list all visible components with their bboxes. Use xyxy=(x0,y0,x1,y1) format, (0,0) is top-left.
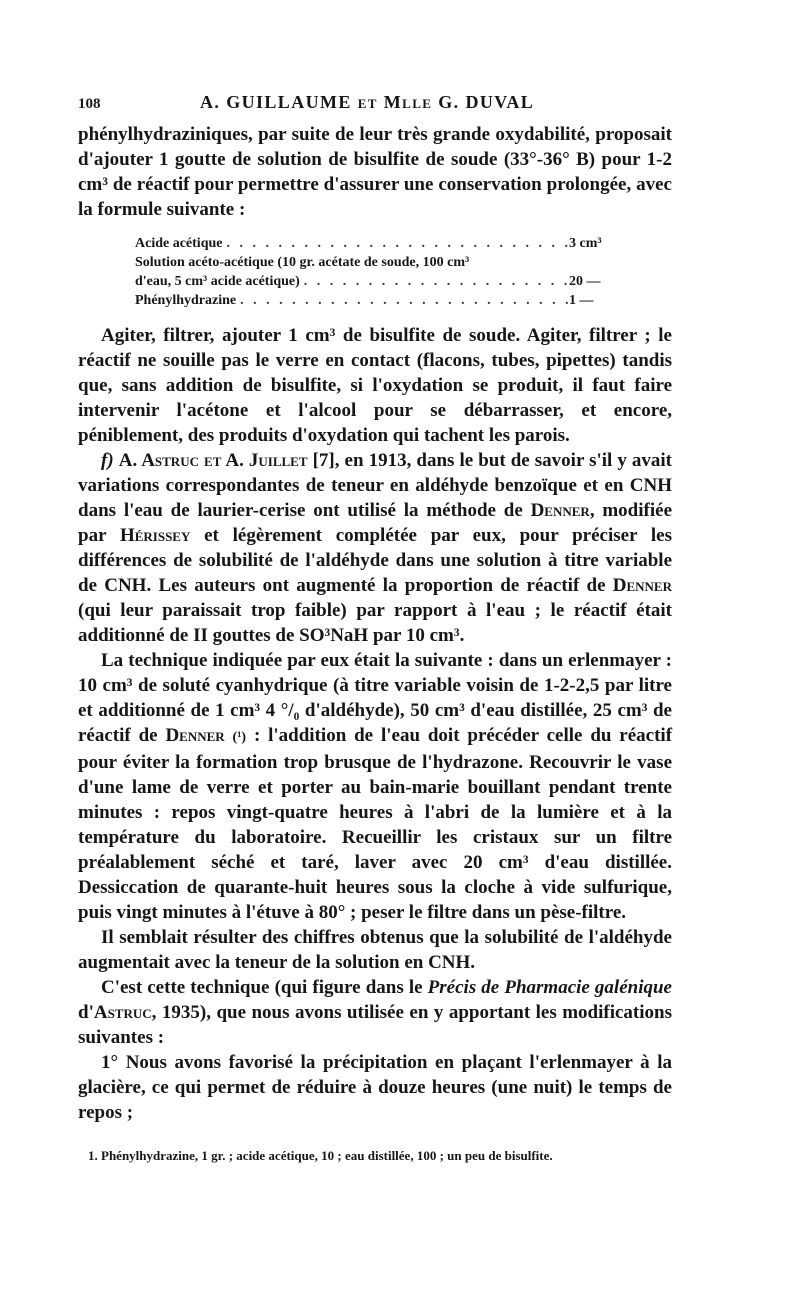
dot-leader xyxy=(300,272,569,291)
formula-quantity: 3 cm³ xyxy=(569,236,602,251)
text-span: [7], en 1913, dans le but de savoir s'il y avait variations correspondantes de teneur en aldéhyde benzoïque et en CNH dans l'eau de laurier-cerise ont utilisé la méthode de xyxy=(78,450,673,521)
formula-ingredient: Solution acéto-acétique (10 gr. acétate de soude, 100 cm³ xyxy=(135,255,470,270)
running-head: A. GUILLAUME et Mlle G. DUVAL xyxy=(200,92,535,112)
paragraph-2: Agiter, filtrer, ajouter 1 cm³ de bisulfite de soude. Agiter, filtrer ; le réactif ne souille pas le verre en contact (flacons, tubes, pipettes) tandis que, sans addition de bisulfite, si l'oxydation se produit, il faut faire intervenir l'acétone et l'alcool pour se débarrasser, et encore, péniblement, des produits d'oxydation qui tachent les parois. xyxy=(78,325,672,446)
formula-row xyxy=(135,234,609,253)
text-span: d' xyxy=(78,1002,94,1023)
paragraph-7: 1° Nous avons favorisé la précipitation en plaçant l'erlenmayer à la glacière, ce qui permet de réduire à douze heures (une nuit) le temps de repos ; xyxy=(78,1052,672,1123)
paragraph-1: phénylhydraziniques, par suite de leur très grande oxydabilité, proposait d'ajouter 1 goutte de solution de bisulfite de soude (33°-36° B) pour 1-2 cm³ de réactif pour permettre d'assurer une conservation prolongée, avec la formule suivante : xyxy=(78,124,672,220)
formula-row xyxy=(135,253,609,272)
dot-leader xyxy=(222,234,569,253)
author-names: A. Astruc et A. Juillet xyxy=(118,450,308,471)
paragraph-5: Il semblait résulter des chiffres obtenus que la solubilité de l'aldéhyde augmentait avec la teneur de la solution en CNH. xyxy=(78,927,672,973)
list-marker: f) xyxy=(101,450,114,471)
author-name: Denner xyxy=(530,500,590,521)
text-span: et légèrement complétée par eux, pour préciser les différences de solubilité de l'aldéhyde dans une solution à titre variable de CNH. Les auteurs ont augmenté la proportion de réactif de xyxy=(78,525,673,596)
formula-ingredient: Acide acétique xyxy=(135,236,223,251)
formula-ingredient: Phénylhydrazine xyxy=(135,293,237,308)
paragraph-4 xyxy=(78,648,672,925)
footnote-ref: (¹) xyxy=(232,730,247,745)
paragraph-3 xyxy=(78,448,672,648)
formula-quantity: 20 — xyxy=(569,274,601,289)
footnote: 1. Phénylhydrazine, 1 gr. ; acide acétique, 10 ; eau distillée, 100 ; un peu de bisulfite. xyxy=(88,1148,553,1163)
text-span: (qui leur paraissait trop faible) par rapport à l'eau ; le réactif était additionné de II gouttes de SO³NaH par 10 cm³. xyxy=(78,600,672,646)
paragraph-6 xyxy=(78,975,672,1050)
text-span: , modifiée par xyxy=(78,500,673,546)
author-name: Denner xyxy=(165,725,225,746)
page-header xyxy=(78,92,672,122)
author-name: Astruc xyxy=(93,1002,152,1023)
author-name: Hérissey xyxy=(119,525,191,546)
book-title: Précis de Pharmacie galénique xyxy=(427,977,672,998)
text-span: , 1935), que nous avons utilisée en y apportant les modifications suivantes : xyxy=(78,1002,672,1048)
page xyxy=(78,92,672,1165)
formula-row xyxy=(135,272,609,291)
formula-row xyxy=(135,291,609,310)
formula-table xyxy=(135,234,609,310)
text-span: : l'addition de l'eau doit précéder celle du réactif pour éviter la formation trop brusque de l'hydrazone. Recouvrir le vase d'une lame de verre et porter au bain-marie bouillant pendant trente minutes : repos vingt-quatre heures à l'abri de la lumière et à la température du laboratoire. Recueillir les cristaux sur un filtre préalablement séché et taré, laver avec 20 cm³ d'eau distillée. Dessiccation de quarante-huit heures sous la cloche à vide sulfurique, puis vingt minutes à l'étuve à 80° ; peser le filtre dans un pèse-filtre. xyxy=(78,725,673,923)
page-number: 108 xyxy=(78,96,101,112)
dot-leader xyxy=(236,291,569,310)
text-span: C'est cette technique (qui figure dans le xyxy=(101,977,423,998)
formula-ingredient: d'eau, 5 cm³ acide acétique) xyxy=(135,274,300,289)
formula-quantity: 1 — xyxy=(569,293,594,308)
author-name: Denner xyxy=(612,575,672,596)
text-span: La technique indiquée par eux était la suivante : dans un erlenmayer : 10 cm³ de soluté cyanhydrique (à titre variable voisin de 1-2-2,5 par litre et additionné de 1 cm³ 4 °/₀ d'aldéhyde), 50 cm³ d'eau distillée, 25 cm³ de réactif de xyxy=(78,650,672,746)
